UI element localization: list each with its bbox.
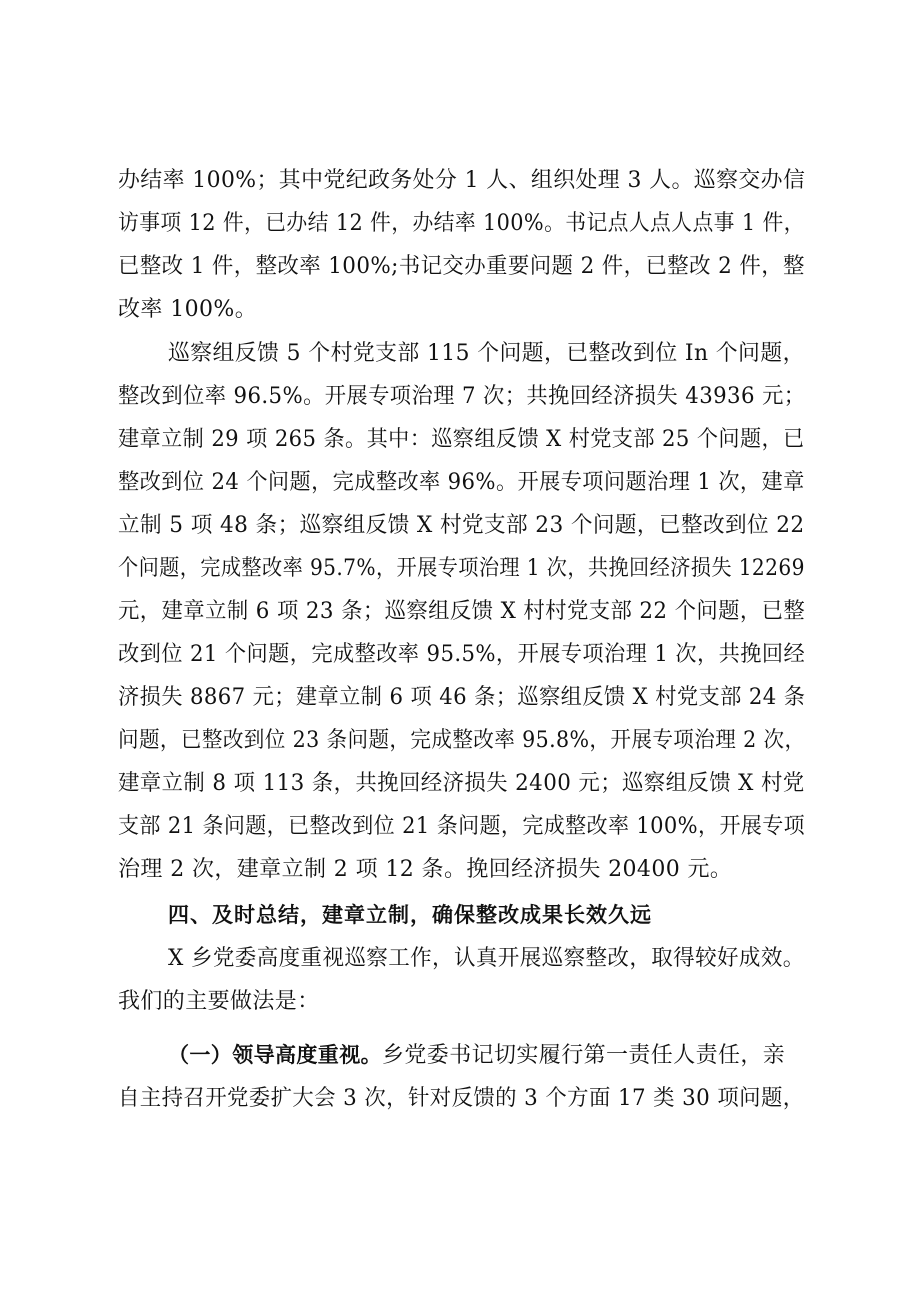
- text-line: 建章立制 29 项 265 条。其中：巡察组反馈 X 村党支部 25 个问题，已: [118, 427, 805, 452]
- text-line: 济损失 8867 元；建章立制 6 项 46 条；巡察组反馈 X 村党支部 24 条: [118, 685, 806, 710]
- text-line: 访事项 12 件，已办结 12 件，办结率 100%。书记点人点人点事 1 件，: [118, 211, 805, 236]
- text-line: 个问题，完成整改率 95.7%，开展专项治理 1 次，共挽回经济损失 12269: [118, 556, 805, 581]
- text-line: 问题，已整改到位 23 条问题，完成整改率 95.8%，开展专项治理 2 次，: [118, 728, 806, 753]
- text-line: 建章立制 8 项 113 条，共挽回经济损失 2400 元；巡察组反馈 X 村党: [118, 771, 805, 796]
- text-line: X 乡党委高度重视巡察工作，认真开展巡察整改，取得较好成效。: [168, 946, 805, 971]
- text-line: 改率 100%。: [118, 297, 258, 322]
- text-line: 巡察组反馈 5 个村党支部 115 个问题，已整改到位 In 个问题，: [168, 341, 805, 366]
- text-line: 整改到位 24 个问题，完成整改率 96%。开展专项问题治理 1 次，建章: [118, 470, 805, 495]
- text-line: 治理 2 次，建章立制 2 项 12 条。挽回经济损失 20400 元。: [118, 857, 733, 882]
- text-line: 已整改 1 件，整改率 100%;书记交办重要问题 2 件，已整改 2 件，整: [118, 254, 805, 279]
- text-line: 改到位 21 个问题，完成整改率 95.5%，开展专项治理 1 次，共挽回经: [118, 642, 806, 667]
- text-line: 立制 5 项 48 条；巡察组反馈 X 村党支部 23 个问题，已整改到位 22: [118, 513, 805, 538]
- subsection-lead: （一）领导高度重视。: [168, 1043, 382, 1067]
- section-heading: 四、及时总结，建章立制，确保整改成果长效久远: [168, 903, 652, 927]
- text-line: 自主持召开党委扩大会 3 次，针对反馈的 3 个方面 17 类 30 项问题，: [118, 1086, 805, 1111]
- text-line: 整改到位率 96.5%。开展专项治理 7 次；共挽回经济损失 43936 元；: [118, 384, 806, 409]
- text-line: 元，建章立制 6 项 23 条；巡察组反馈 X 村村党支部 22 个问题，已整: [118, 599, 806, 624]
- text-span: 乡党委书记切实履行第一责任人责任，亲: [382, 1043, 786, 1068]
- text-line: 办结率 100%；其中党纪政务处分 1 人、组织处理 3 人。巡察交办信: [118, 168, 806, 193]
- text-line: 我们的主要做法是：: [118, 989, 320, 1014]
- text-line: 支部 21 条问题，已整改到位 21 条问题，完成整改率 100%，开展专项: [118, 814, 806, 839]
- text-line: [168, 1040, 785, 1071]
